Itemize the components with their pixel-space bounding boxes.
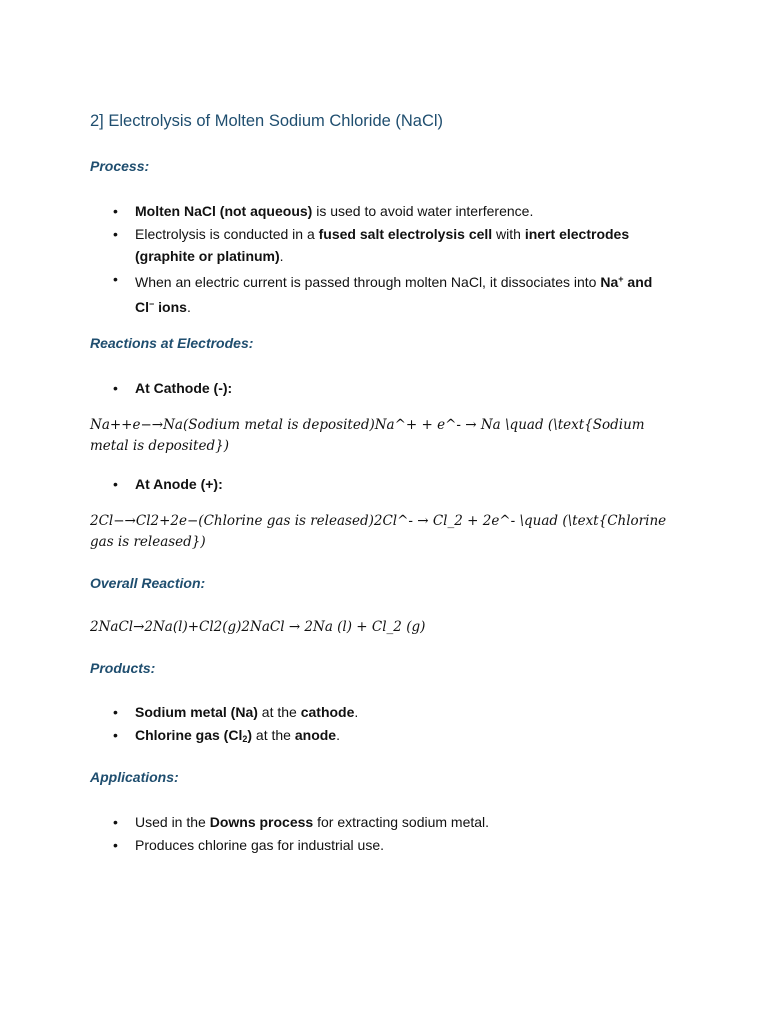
cathode-equation: Na++e−→Na(Sodium metal is deposited)Na^+ + e^- → Na \quad (\text{Sodium metal is deposited}) (90, 417, 645, 454)
overall-heading: Overall Reaction: (90, 575, 206, 591)
products-list (90, 701, 670, 750)
bullet-icon: • (113, 836, 118, 853)
overall-equation: 2NaCl→2Na(l)+Cl2(g)2NaCl → 2Na (l) + Cl_2 (g) (90, 619, 426, 635)
cathode-list (90, 377, 670, 400)
bullet-icon: • (113, 726, 118, 743)
bullet-icon: • (113, 380, 118, 396)
list-item: • At Anode (+): (90, 473, 670, 496)
products-heading: Products: (90, 660, 156, 676)
bullet-icon: • (113, 704, 118, 720)
process-list (90, 200, 670, 319)
list-item: • Used in the Downs process for extracting sodium metal. (90, 811, 670, 834)
anode-list (90, 473, 670, 496)
anode-equation: 2Cl−→Cl2+2e−(Chlorine gas is released)2Cl^- → Cl_2 + 2e^- \quad (\text{Chlorine gas is released}) (90, 513, 667, 550)
list-item: • At Cathode (-): (90, 377, 670, 400)
list-item: • Molten NaCl (not aqueous) is used to avoid water interference. (90, 200, 670, 223)
list-item: • Chlorine gas $(Cl_2)$ at the anode. (90, 724, 670, 751)
bullet-icon: • (113, 225, 118, 242)
list-item: • Sodium metal (Na) at the cathode. (90, 701, 670, 724)
bullet-icon: • (113, 814, 118, 830)
bullet-icon: • (113, 203, 118, 219)
applications-heading: Applications: (90, 769, 179, 785)
list-item: • When an electric current is passed through molten NaCl, it dissociates into Na+ and Cl− ions. (90, 268, 670, 319)
reactions-heading: Reactions at Electrodes: (90, 335, 254, 351)
bullet-icon: • (113, 270, 118, 287)
list-item: • Produces chlorine gas for industrial use. (90, 834, 670, 857)
page-title: 2] Electrolysis of Molten Sodium Chloride (NaCl) (90, 112, 444, 130)
process-heading: Process: (90, 158, 150, 174)
bullet-icon: • (113, 476, 118, 492)
applications-list (90, 811, 670, 856)
list-item: • Electrolysis is conducted in a fused salt electrolysis cell with inert electrodes (graphite or platinum). (90, 223, 670, 268)
